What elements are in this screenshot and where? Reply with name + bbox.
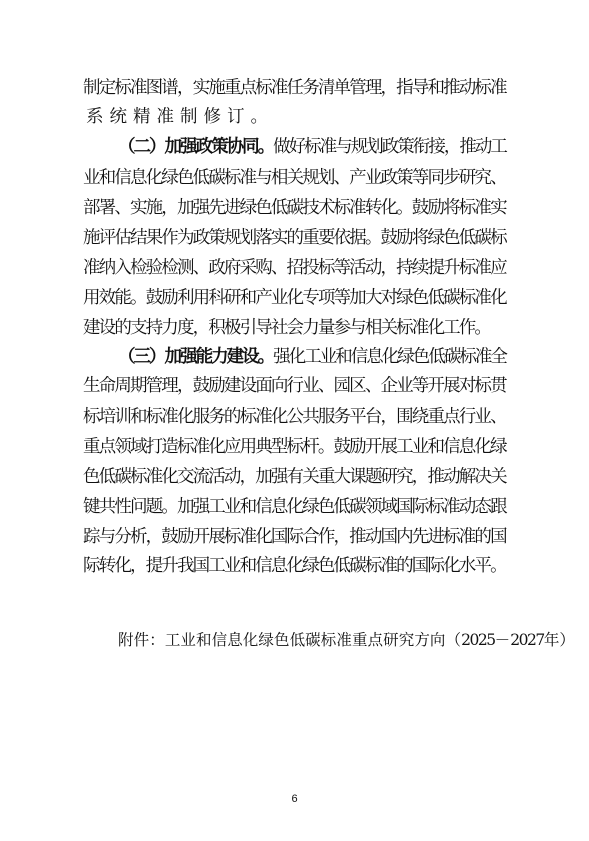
paragraph-text: 生 命 周 期 管 理 ， 鼓 励 建 设 面 向 行 业 、 园 区 、 企 业 等 开 展 对 标 贯 — [83, 376, 508, 396]
paragraph-text: 重 点 领 域 打 造 标 准 化 应 用 典 型 标 杆 。 鼓 励 开 展 工 业 和 信 息 化 绿 — [83, 437, 508, 457]
paragraph-text: 施 评 估 结 果 作 为 政 策 规 划 落 实 的 重 要 依 据 。 鼓 励 将 绿 色 低 碳 标 — [83, 228, 508, 248]
paragraph-line — [83, 493, 506, 521]
paragraph-line — [83, 103, 506, 131]
paragraph-line — [83, 284, 506, 312]
paragraph-line — [118, 343, 506, 371]
paragraph-text: 准 纳 入 检 验 检 测 、 政 府 采 购 、 招 投 标 等 活 动 ， 持 续 提 升 标 准 应 — [83, 258, 508, 278]
paragraph-text: 键 共 性 问 题 。 加 强 工 业 和 信 息 化 绿 色 低 碳 领 域 国 际 标 准 动 态 跟 — [83, 497, 508, 517]
paragraph-line — [83, 254, 506, 282]
paragraph-line — [83, 552, 506, 580]
page-number: 6 — [291, 793, 298, 805]
paragraph-text: 做 好 标 准 与 规 划 政 策 衔 接 ， 推 动 工 — [273, 137, 508, 157]
paragraph-line — [83, 224, 506, 252]
paragraph-line — [83, 372, 506, 400]
paragraph-line — [83, 164, 506, 192]
paragraph-line — [83, 74, 506, 102]
paragraph-text: 标 培 训 和 标 准 化 服 务 的 标 准 化 公 共 服 务 平 台 ， 围 绕 重 点 行 业 、 — [83, 407, 508, 427]
paragraph-line — [83, 194, 506, 222]
paragraph-text: 建 设 的 支 持 力 度 ， 积 极 引 导 社 会 力 量 参 与 相 关 标 准 化 工 作 。 — [83, 318, 492, 338]
paragraph-line — [83, 523, 506, 551]
paragraph-text: 强 化 工 业 和 信 息 化 绿 色 低 碳 标 准 全 — [273, 347, 508, 367]
paragraph-text: 踪 与 分 析 ， 鼓 励 开 展 标 准 化 国 际 合 作 ， 推 动 国 内 先 进 标 准 的 国 — [83, 527, 508, 547]
paragraph-line — [83, 463, 506, 491]
paragraph-text: 际 转 化 ， 提 升 我 国 工 业 和 信 息 化 绿 色 低 碳 标 准 的 国 际 化 水 平 。 — [83, 556, 508, 576]
paragraph-text: 制 定 标 准 图 谱 ， 实 施 重 点 标 准 任 务 清 单 管 理 ， 指 导 和 推 动 标 准 — [83, 78, 508, 98]
section-heading: （ 三 ） 加 强 能 力 建 设 。 — [118, 347, 276, 367]
paragraph-line — [118, 133, 506, 161]
paragraph-text: 系 统 精 准 制 修 订 。 — [86, 107, 268, 127]
attachment-note: 附 件 ： 工 业 和 信 息 化 绿 色 低 碳 标 准 重 点 研 究 方 向 （ 2 0 2 5 － 2 0 2 7 年 ） — [118, 631, 575, 649]
paragraph-text: 色 低 碳 标 准 化 交 流 活 动 ， 加 强 有 关 重 大 课 题 研 究 ， 推 动 解 决 关 — [83, 467, 508, 487]
paragraph-line — [83, 433, 506, 461]
paragraph-text: 业 和 信 息 化 绿 色 低 碳 标 准 与 相 关 规 划 、 产 业 政 策 等 同 步 研 究 、 — [83, 168, 508, 188]
paragraph-text: 用 效 能 。 鼓 励 利 用 科 研 和 产 业 化 专 项 等 加 大 对 绿 色 低 碳 标 准 化 — [83, 288, 508, 308]
paragraph-line — [83, 403, 506, 431]
paragraph-line — [83, 314, 506, 342]
paragraph-text: 部 署 、 实 施 ， 加 强 先 进 绿 色 低 碳 技 术 标 准 转 化 。 鼓 励 将 标 准 实 — [83, 198, 508, 218]
section-heading: （ 二 ） 加 强 政 策 协 同 。 — [118, 137, 276, 157]
